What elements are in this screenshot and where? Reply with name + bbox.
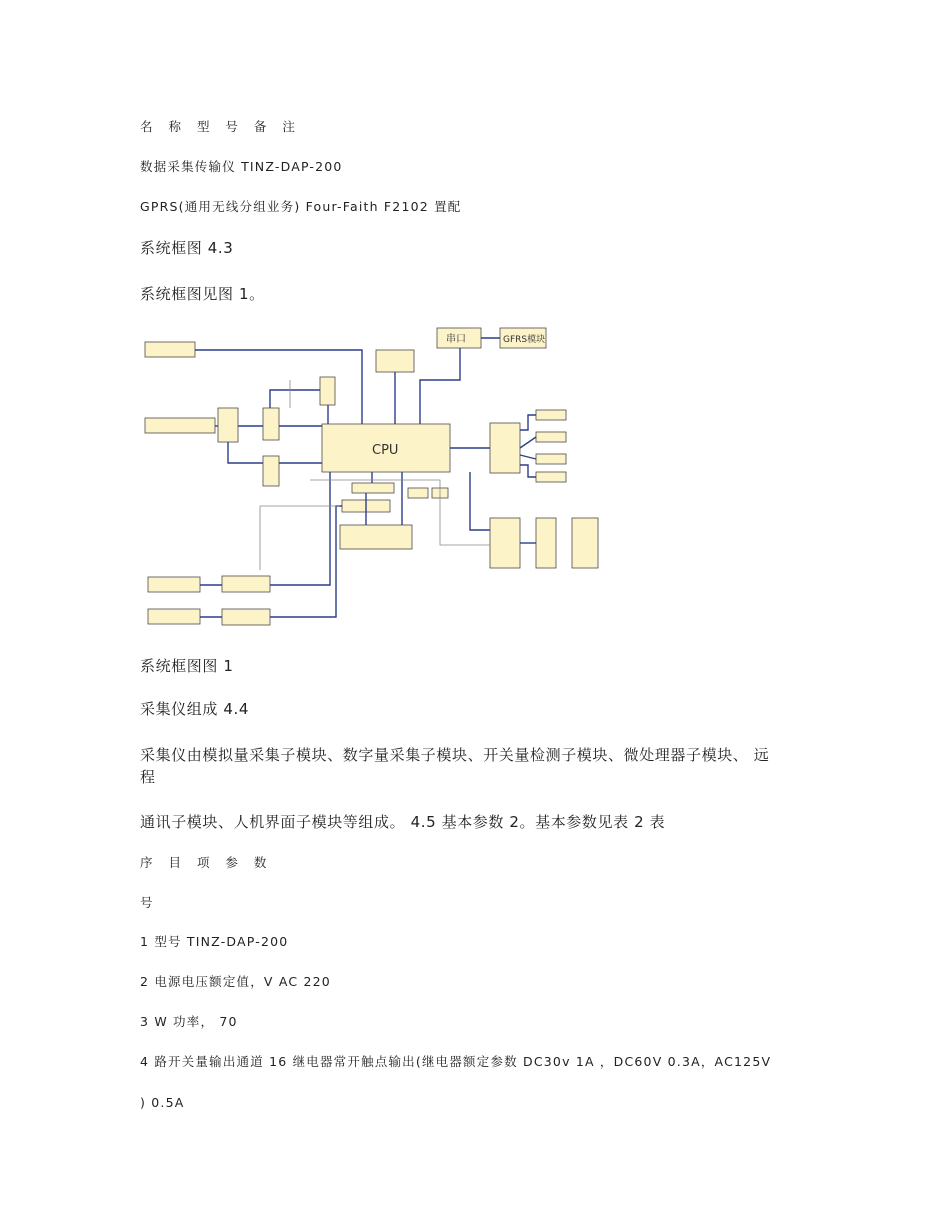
diagram-block [263,456,279,486]
heading-system-diagram: 系统框图 4.3 [140,239,234,257]
heading-composition: 采集仪组成 4.4 [140,700,250,718]
diagram-block [320,377,335,405]
diagram-block [376,350,414,372]
table2-row-3: 3 W 功率， 70 [140,1014,238,1029]
line-table-header: 名 称 型 号 备 注 [140,119,301,134]
table2-header-cont: 号 [140,895,154,910]
paragraph-composition-1b: 程 [140,768,156,786]
diagram-block [263,408,279,440]
diagram-block [145,342,195,357]
diagram-block [536,454,566,464]
paragraph-composition-1: 采集仪由模拟量采集子模块、数字量采集子模块、开关量检测子模块、微处理器子模块、 远 [140,746,770,764]
diagram-block [218,408,238,442]
serial-label: 串口 [446,334,466,345]
table2-row-4-cont: ) 0.5A [140,1095,185,1110]
figure-caption: 系统框图图 1 [140,657,234,675]
cpu-label: CPU [372,443,399,458]
diagram-block [145,418,215,433]
line-device-row: 数据采集传输仪 TINZ-DAP-200 [140,159,343,174]
line-see-figure: 系统框图见图 1。 [140,285,265,303]
diagram-block [352,483,394,493]
diagram-block [148,609,200,624]
diagram-block [536,410,566,420]
diagram-block [490,518,520,568]
table2-header: 序 目 项 参 数 [140,855,273,870]
diagram-block [148,577,200,592]
table2-row-2: 2 电源电压额定值，V AC 220 [140,974,331,989]
table2-row-1: 1 型号 TINZ-DAP-200 [140,934,289,949]
diagram-block [222,609,270,625]
gprs-label: GFRS模块 [503,335,546,345]
diagram-block [572,518,598,568]
diagram-block [536,518,556,568]
diagram-block [222,576,270,592]
diagram-block [408,488,428,498]
line-gprs-row: GPRS(通用无线分组业务) Four-Faith F2102 置配 [140,199,462,214]
system-block-diagram [140,320,610,630]
table2-row-4: 4 路开关量输出通道 16 继电器常开触点输出(继电器额定参数 DC30v 1A ，DC60V 0.3A，AC125V [140,1054,772,1069]
diagram-block [340,525,412,549]
diagram-block [536,432,566,442]
paragraph-composition-2: 通讯子模块、人机界面子模块等组成。 4.5 基本参数 2。基本参数见表 2 表 [140,813,666,831]
diagram-block [490,423,520,473]
diagram-block [536,472,566,482]
